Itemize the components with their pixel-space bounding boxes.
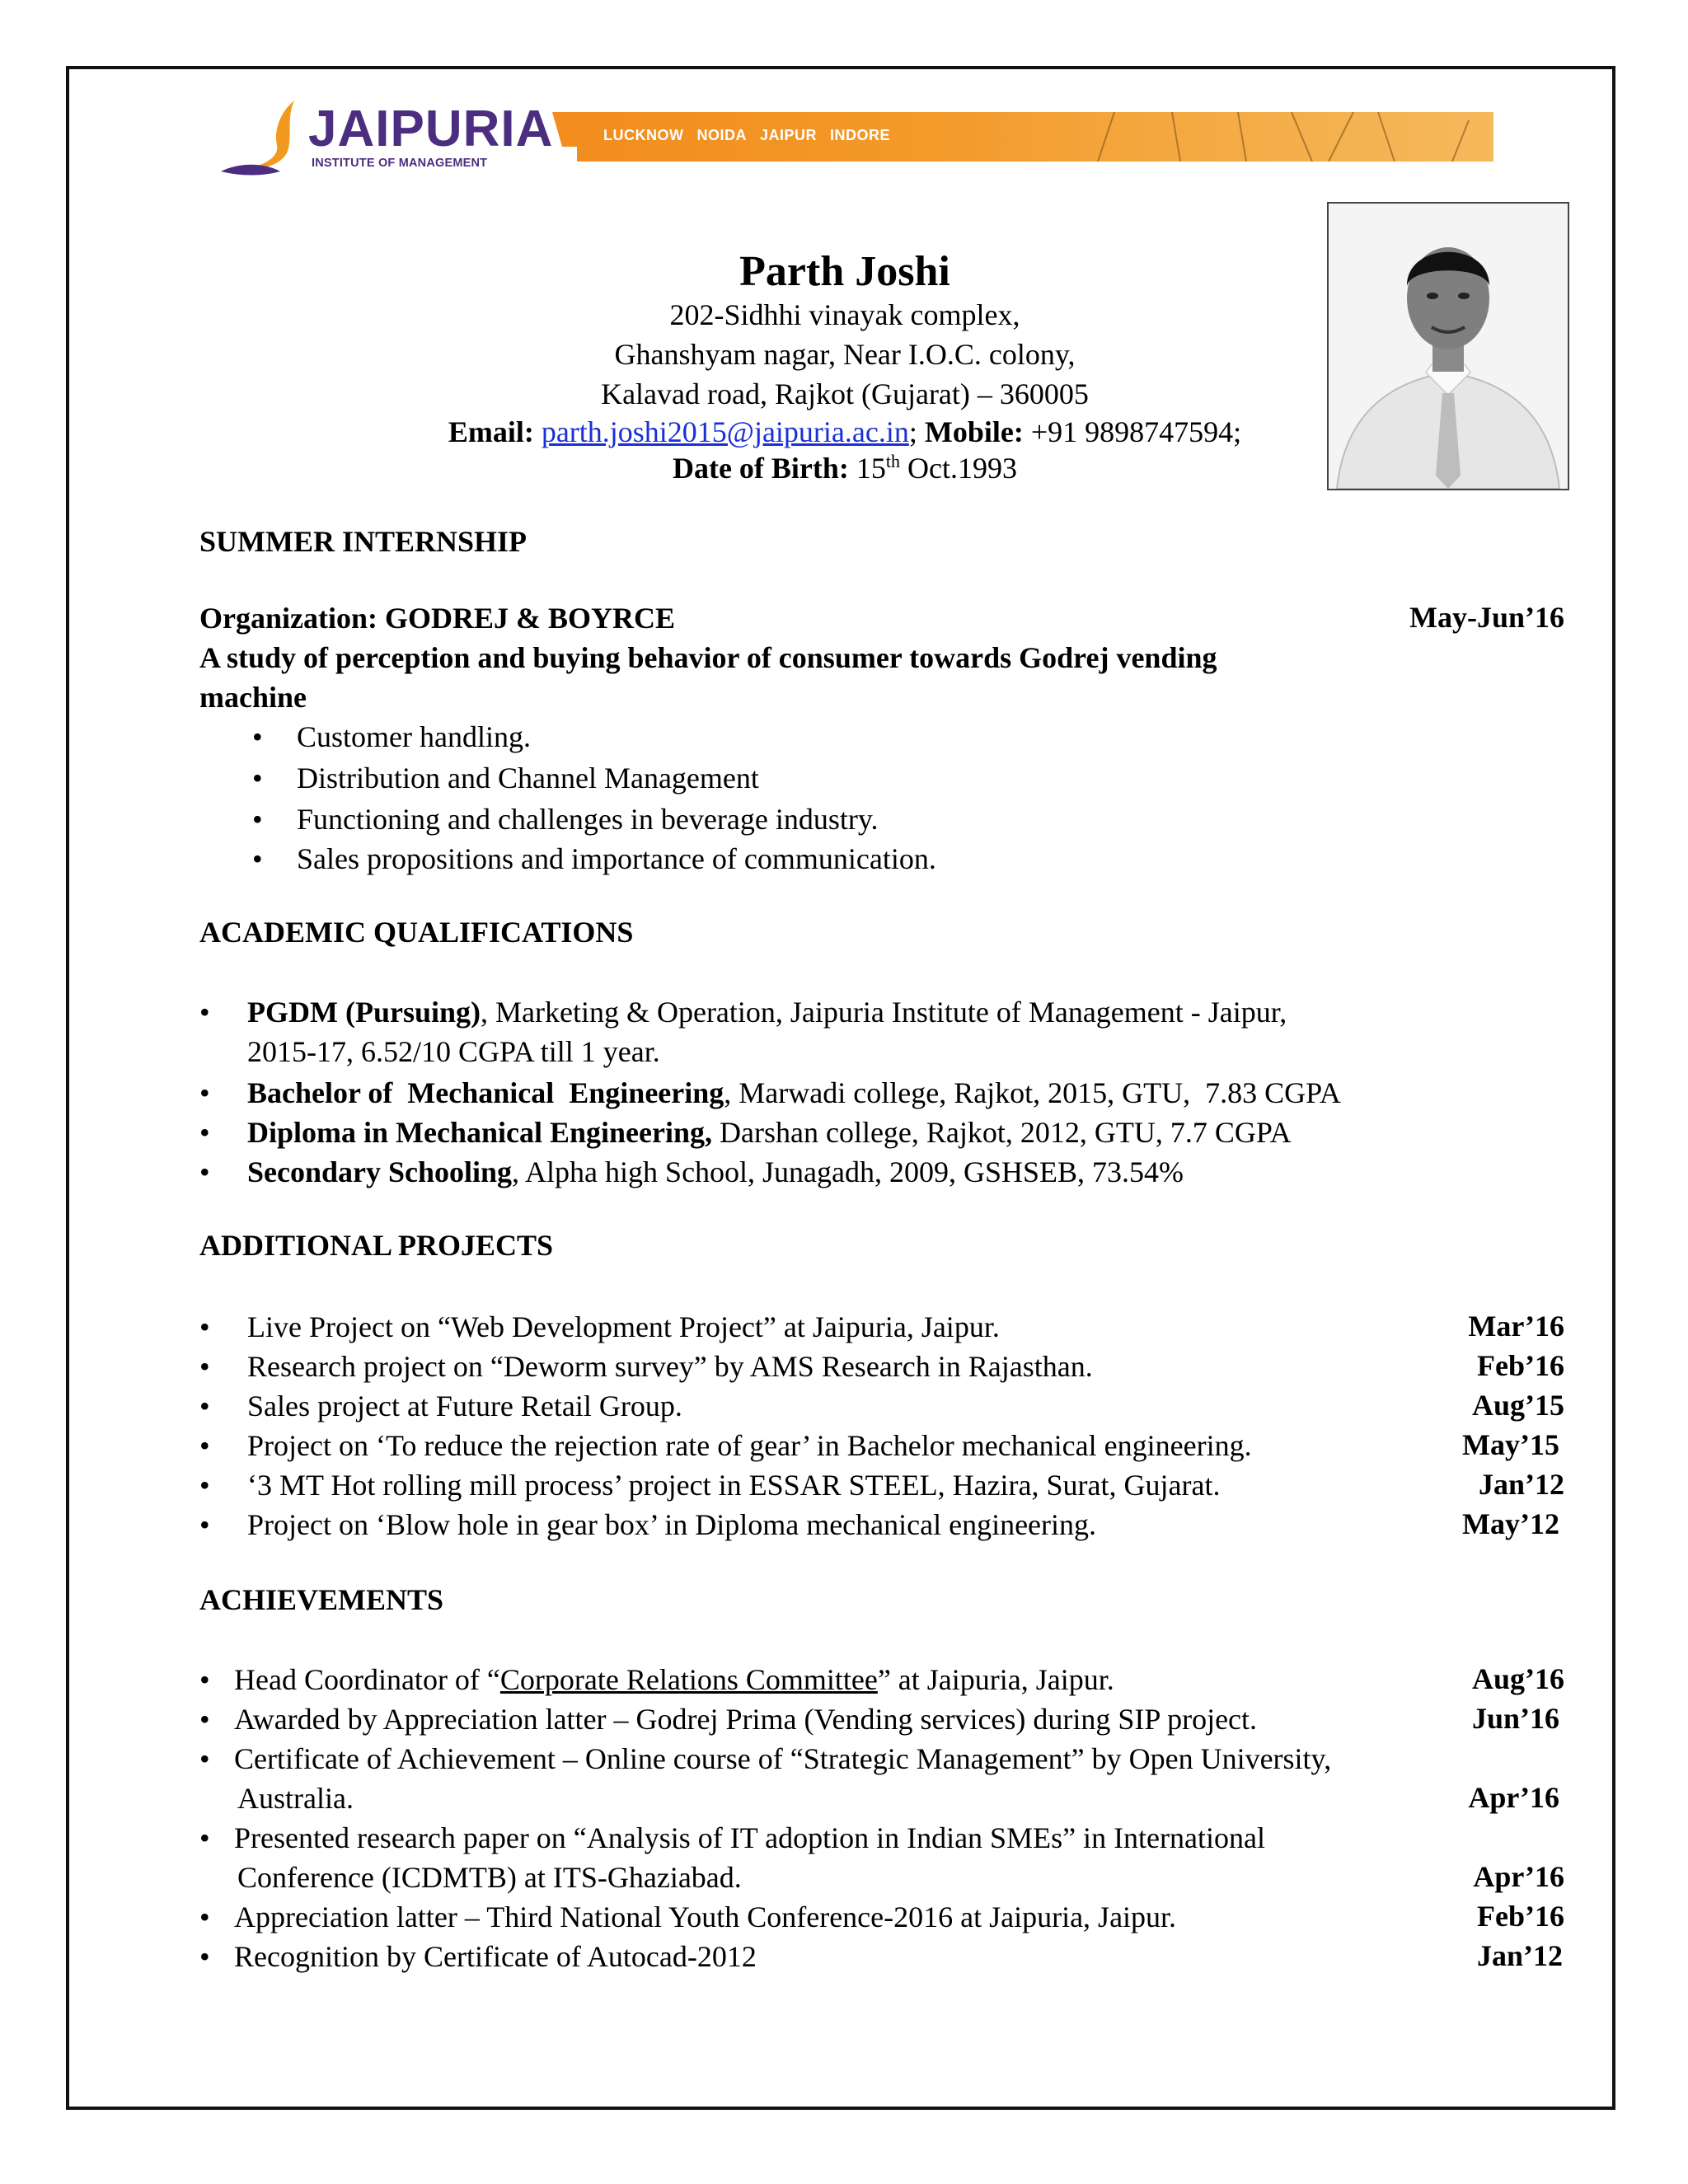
internship-bullet: Functioning and challenges in beverage industry. <box>297 803 879 836</box>
project-date: Aug’15 <box>1471 1389 1564 1422</box>
section-title-achievements: ACHIEVEMENTS <box>199 1583 444 1616</box>
academic-item <box>247 1114 1292 1151</box>
bullet-icon: • <box>199 1821 210 1854</box>
dob-line <box>313 452 1376 485</box>
bullet-icon: • <box>199 1703 210 1736</box>
bullet-icon: • <box>199 1310 210 1343</box>
city-lucknow: LUCKNOW <box>603 127 684 143</box>
section-title-internship: SUMMER INTERNSHIP <box>199 525 528 558</box>
project-date: May’12 <box>1462 1507 1559 1540</box>
achievement-date: Jun’16 <box>1471 1702 1559 1735</box>
academic-degree: PGDM (Pursuing) <box>247 996 481 1029</box>
contact-line <box>313 415 1376 448</box>
bullet-icon: • <box>199 1940 210 1973</box>
email-label: Email: <box>448 415 534 448</box>
internship-bullet: Sales propositions and importance of communication. <box>297 842 936 875</box>
academic-details: , Marwadi college, Rajkot, 2015, GTU, 7.83 CGPA <box>724 1076 1341 1109</box>
institute-banner <box>216 97 1493 176</box>
achievement-item: Certificate of Achievement – Online course of “Strategic Management” by Open University, <box>234 1742 1332 1775</box>
project-item: Project on ‘Blow hole in gear box’ in Diploma mechanical engineering. <box>247 1508 1097 1541</box>
academic-item <box>247 994 1287 1030</box>
academic-item-continued: 2015-17, 6.52/10 CGPA till 1 year. <box>247 1035 660 1068</box>
achievement-date: Apr’16 <box>1468 1781 1559 1814</box>
academic-item <box>247 1075 1341 1111</box>
academic-degree: Diploma in Mechanical Engineering, <box>247 1116 713 1149</box>
logo-wordmark: JAIPURIA <box>308 101 554 157</box>
internship-date: May-Jun’16 <box>1409 601 1564 634</box>
academic-item <box>247 1154 1184 1190</box>
project-item: Sales project at Future Retail Group. <box>247 1390 682 1422</box>
banner-cities <box>603 127 903 144</box>
bullet-icon: • <box>199 1350 210 1383</box>
bullet-icon: • <box>199 1429 210 1462</box>
achievement-text: ” at Jaipuria, Jaipur. <box>877 1663 1114 1696</box>
academic-details: , Alpha high School, Junagadh, 2009, GSHSEB, 73.54% <box>512 1155 1184 1188</box>
jaipuria-swoosh-logo-icon <box>216 97 323 176</box>
bullet-icon: • <box>199 1116 210 1149</box>
candidate-name: Parth Joshi <box>739 248 950 295</box>
mobile-label: Mobile: <box>924 415 1024 448</box>
bullet-icon: • <box>252 842 263 875</box>
project-date: Feb’16 <box>1477 1349 1564 1382</box>
bullet-icon: • <box>199 996 210 1029</box>
city-indore: INDORE <box>830 127 891 143</box>
bullet-icon: • <box>199 1663 210 1696</box>
achievement-item <box>234 1661 1114 1698</box>
project-date: Jan’12 <box>1478 1468 1564 1501</box>
stripe-decoration <box>1081 112 1493 162</box>
address-line-2: Ghanshyam nagar, Near I.O.C. colony, <box>614 338 1076 371</box>
dob-day: 15 <box>856 452 886 485</box>
project-item: Project on ‘To reduce the rejection rate of gear’ in Bachelor mechanical engineering. <box>247 1429 1252 1462</box>
academic-degree: Bachelor of Mechanical Engineering <box>247 1076 724 1109</box>
academic-degree: Secondary Schooling <box>247 1155 513 1188</box>
bullet-icon: • <box>199 1155 210 1188</box>
dob-suffix: th <box>885 451 901 471</box>
bullet-icon: • <box>199 1900 210 1933</box>
achievement-item-continued: Australia. <box>237 1782 354 1815</box>
internship-bullet: Customer handling. <box>297 720 531 753</box>
project-date: Mar’16 <box>1468 1310 1564 1343</box>
dob-label: Date of Birth: <box>672 452 849 485</box>
section-title-academic: ACADEMIC QUALIFICATIONS <box>199 916 634 949</box>
internship-study-line-1: A study of perception and buying behavior of consumer towards Godrej vending <box>199 641 1217 674</box>
project-item: ‘3 MT Hot rolling mill process’ project in ESSAR STEEL, Hazira, Surat, Gujarat. <box>247 1469 1221 1502</box>
achievement-date: Feb’16 <box>1477 1900 1564 1933</box>
achievement-item: Recognition by Certificate of Autocad-2012 <box>234 1940 757 1973</box>
achievement-text: Head Coordinator of “ <box>234 1663 500 1696</box>
bullet-icon: • <box>252 762 263 794</box>
bullet-icon: • <box>199 1508 210 1541</box>
bullet-icon: • <box>252 803 263 836</box>
address-line-3: Kalavad road, Rajkot (Gujarat) – 360005 <box>601 377 1089 410</box>
academic-details: Darshan college, Rajkot, 2012, GTU, 7.7 CGPA <box>712 1116 1292 1149</box>
internship-study-line-2: machine <box>199 681 307 714</box>
internship-bullet: Distribution and Channel Management <box>297 762 759 794</box>
bullet-icon: • <box>199 1469 210 1502</box>
achievement-date: Aug’16 <box>1471 1662 1564 1695</box>
logo-subtitle: INSTITUTE OF MANAGEMENT <box>312 157 488 170</box>
achievement-item-continued: Conference (ICDMTB) at ITS-Ghaziabad. <box>237 1861 742 1894</box>
project-item: Live Project on “Web Development Project” at Jaipuria, Jaipur. <box>247 1310 1000 1343</box>
email-link[interactable]: parth.joshi2015@jaipuria.ac.in <box>541 415 909 448</box>
address-line-1: 202-Sidhhi vinayak complex, <box>669 298 1020 331</box>
mobile-number: +91 9898747594; <box>1030 415 1242 448</box>
project-item: Research project on “Deworm survey” by AMS Research in Rajasthan. <box>247 1350 1093 1383</box>
dob-rest: Oct.1993 <box>907 452 1018 485</box>
achievement-item: Presented research paper on “Analysis of IT adoption in Indian SMEs” in International <box>234 1821 1265 1854</box>
achievement-date: Jan’12 <box>1476 1939 1563 1972</box>
city-noida: NOIDA <box>696 127 747 143</box>
internship-organization: Organization: GODREJ & BOYRCE <box>199 602 676 635</box>
project-date: May’15 <box>1462 1428 1559 1461</box>
bullet-icon: • <box>252 720 263 753</box>
contact-separator: ; <box>908 415 917 448</box>
bullet-icon: • <box>199 1076 210 1109</box>
bullet-icon: • <box>199 1742 210 1775</box>
city-jaipur: JAIPUR <box>759 127 817 143</box>
academic-details: , Marketing & Operation, Jaipuria Institute of Management - Jaipur, <box>481 996 1287 1029</box>
committee-link[interactable]: Corporate Relations Committee <box>499 1663 878 1696</box>
achievement-item: Awarded by Appreciation latter – Godrej Prima (Vending services) during SIP project. <box>234 1703 1258 1736</box>
bullet-icon: • <box>199 1390 210 1422</box>
section-title-projects: ADDITIONAL PROJECTS <box>199 1229 554 1262</box>
achievement-item: Appreciation latter – Third National Youth Conference-2016 at Jaipuria, Jaipur. <box>234 1900 1177 1933</box>
achievement-date: Apr’16 <box>1473 1860 1564 1893</box>
